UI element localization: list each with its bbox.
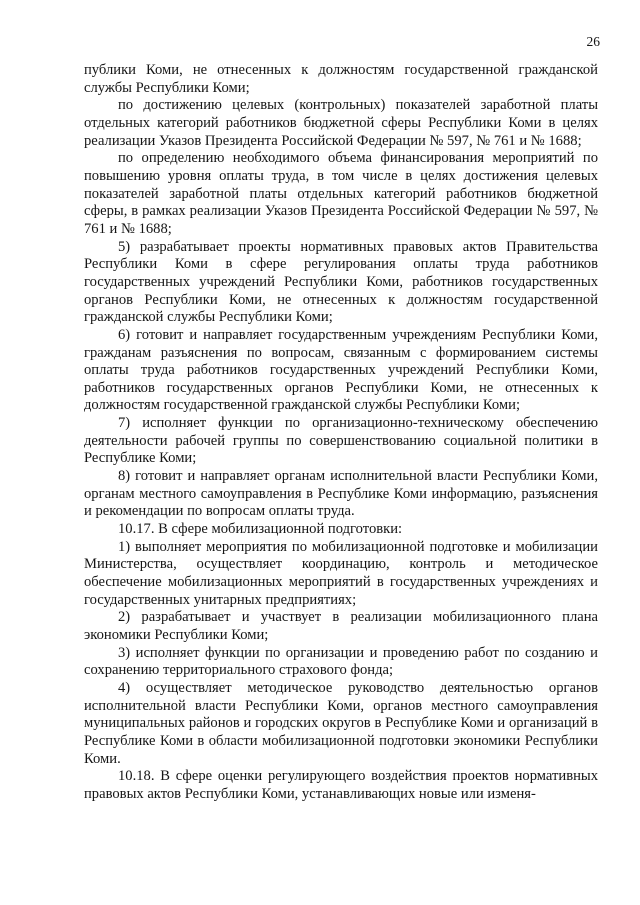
- paragraph: 5) разрабатывает проекты нормативных правовых актов Правительства Республики Коми в сфере регулирования оплаты труда работников государственных учреждений Республики Коми, работников государственных органов Республики Коми, не отнесенных к должностям государственной гражданской службы Республики Коми;: [84, 238, 598, 326]
- paragraph: 3) исполняет функции по организации и проведению работ по созданию и сохранению территориального страхового фонда;: [84, 644, 598, 679]
- paragraph: 10.18. В сфере оценки регулирующего воздействия проектов нормативных правовых актов Республики Коми, устанавливающих новые или изменя-: [84, 768, 598, 802]
- paragraph: 8) готовит и направляет органам исполнительной власти Республики Коми, органам местного самоуправления в Республике Коми информацию, разъяснения и рекомендации по вопросам оплаты труда.: [84, 468, 598, 520]
- paragraph: 2) разрабатывает и участвует в реализации мобилизационного плана экономики Республики Коми;: [84, 609, 598, 643]
- paragraph: публики Коми, не отнесенных к должностям государственной гражданской службы Республики Коми;: [84, 62, 598, 96]
- paragraph: по определению необходимого объема финансирования мероприятий по повышению уровня оплаты труда, в том числе в целях достижения целевых показателей заработной платы отдельных категорий работников бюджетной сферы, в рамках реализации Указов Президента Российской Федерации № 597, № 761 и № 1688;: [84, 150, 598, 237]
- section-heading: 10.17. В сфере мобилизационной подготовки:: [118, 521, 403, 538]
- document-body: [84, 62, 598, 804]
- paragraph: 6) готовит и направляет государственным учреждениям Республики Коми, гражданам разъяснения по вопросам, связанным с формированием системы оплаты труда работников государственных учреждений Республики Коми, работников государственных органов Республики Коми, не отнесенных к должностям государственной гражданской службы Республики Коми;: [84, 326, 598, 414]
- paragraph: 1) выполняет мероприятия по мобилизационной подготовке и мобилизации Министерства, осуществляет координацию, контроль и методическое обеспечение мобилизационных мероприятий в государственных учреждениях и государственных унитарных предприятиях;: [84, 538, 598, 608]
- paragraph: 4) осуществляет методическое руководство деятельностью органов исполнительной власти Республики Коми, органов местного самоуправления муниципальных районов и городских округов в Республике Коми и организаций в Республике Коми в области мобилизационной подготовки экономики Республики Коми.: [84, 679, 598, 767]
- paragraph: 7) исполняет функции по организационно-техническому обеспечению деятельности рабочей группы по совершенствованию социальной политики в Республике Коми;: [84, 415, 598, 467]
- page-number: 26: [586, 34, 600, 49]
- paragraph: по достижению целевых (контрольных) показателей заработной платы отдельных категорий работников бюджетной сферы Республики Коми в целях реализации Указов Президента Российской Федерации № 597, № 761 и № 1688;: [84, 97, 598, 149]
